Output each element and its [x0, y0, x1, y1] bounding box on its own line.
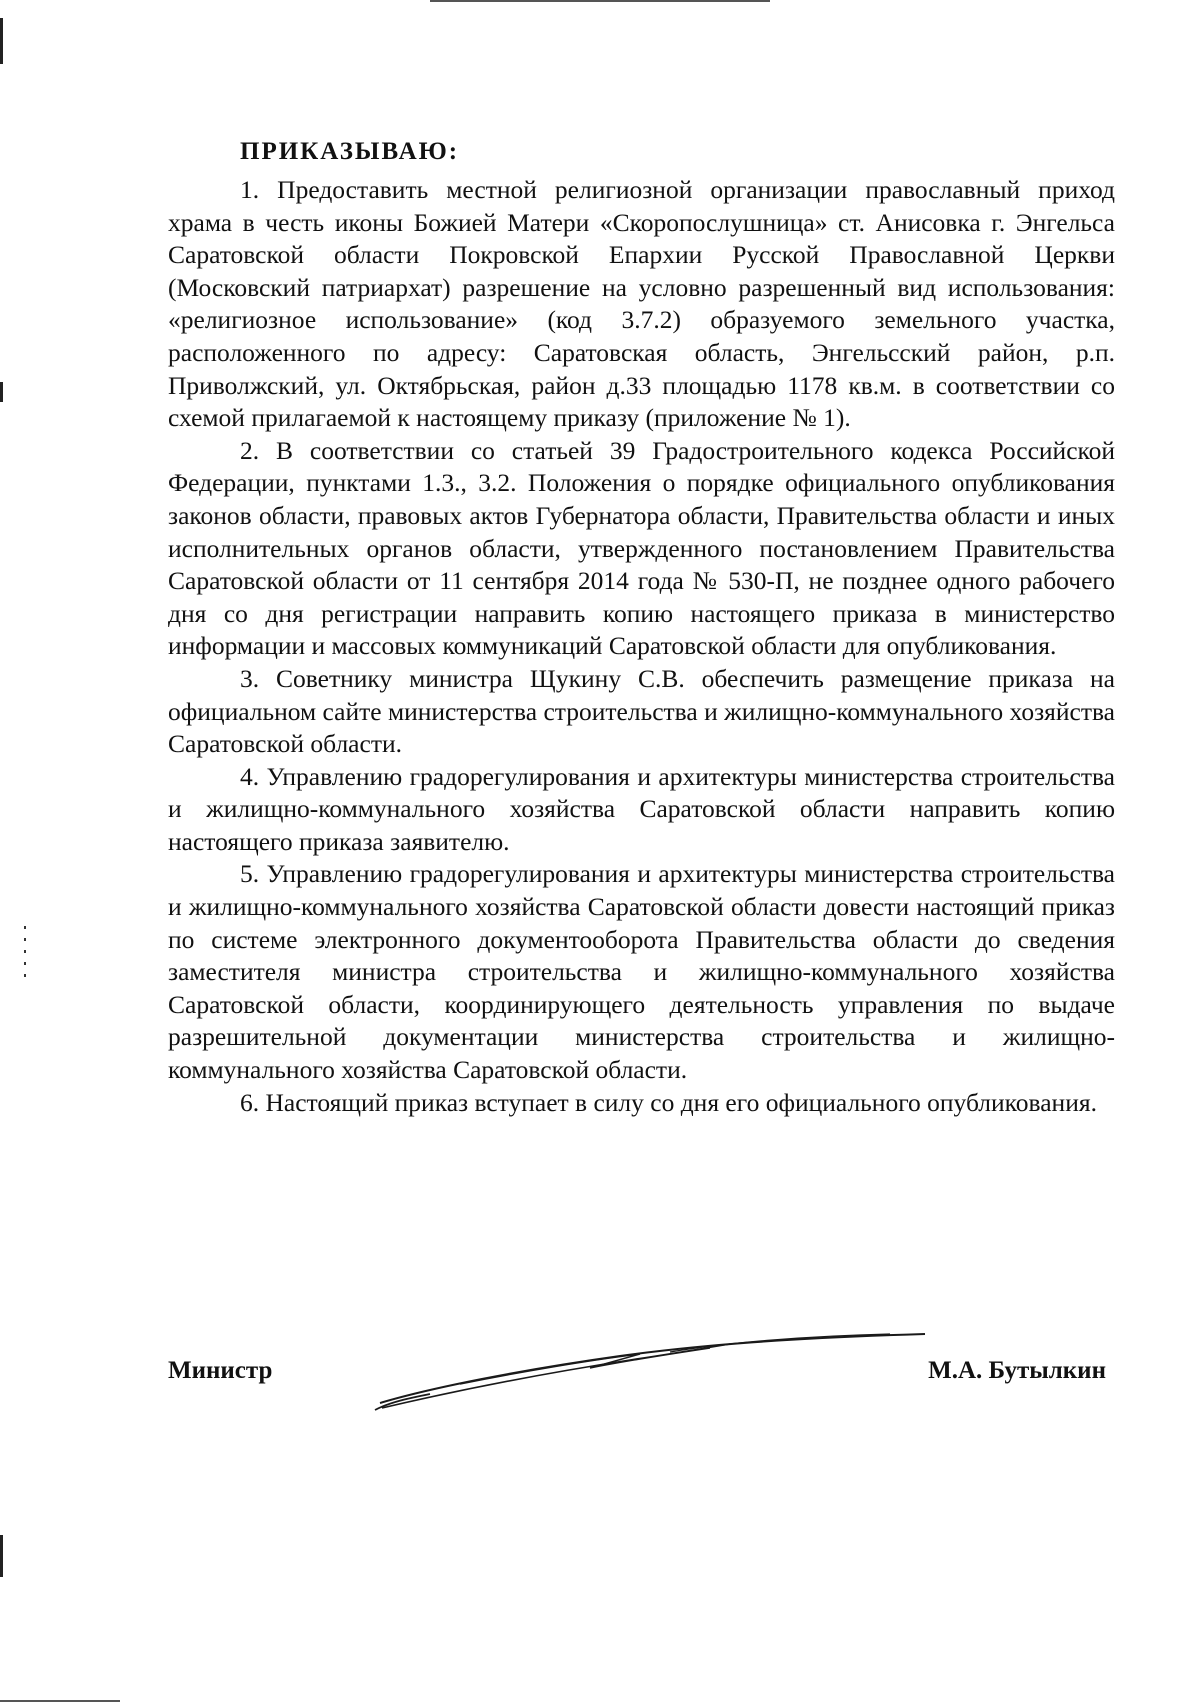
scan-mark-bottom [0, 1700, 120, 1702]
scan-mark-left-top [0, 18, 3, 64]
order-paragraph-6: 6. Настоящий приказ вступает в силу со дня его официального опубликования. [240, 1087, 1097, 1117]
order-heading: ПРИКАЗЫВАЮ: [240, 138, 460, 165]
order-paragraph-1: 1. Предоставить местной религиозной организации православный приход храма в честь иконы Божией Матери «Скоропослушница» ст. Анисовка г. Энгельса Саратовской области Покровской Епархии Русской Православной Церкви (Московский патриархат) разрешение на условно разрешенный вид использования: «религиозное использование» (код 3.7.2) образуемого земельного участка, расположенного по адресу: Саратовская область, Энгельсский район, р.п. Приволжский, ул. Октябрьская, район д.33 площадью 1178 кв.м. в соответствии со схемой прилагаемой к настоящему приказу (приложение № 1). [168, 175, 1115, 433]
scan-mark-left-bottom [0, 1535, 3, 1577]
order-paragraph-4: 4. Управлению градорегулирования и архитектуры министерства строительства и жилищно-коммунального хозяйства Саратовской области направить копию настоящего приказа заявителю. [168, 761, 1115, 856]
scan-mark-top [430, 0, 770, 2]
order-body [168, 174, 1115, 1119]
order-paragraph-5: 5. Управлению градорегулирования и архитектуры министерства строительства и жилищно-коммунального хозяйства Саратовской области довести настоящий приказ по системе электронного документооборота Правительства области до сведения заместителя министра строительства и жилищно-коммунального хозяйства Саратовской области, координирующего деятельность управления по выдаче разрешительной документации министерства строительства и жилищно-коммунального хозяйства Саратовской области. [168, 859, 1115, 1085]
handwritten-signature [370, 1318, 930, 1418]
signatory-name: М.А. Бутылкин [928, 1357, 1106, 1384]
scan-mark-left-mid [0, 382, 3, 402]
scan-mark-dots [24, 926, 26, 978]
order-paragraph-3: 3. Советнику министра Щукину С.В. обеспечить размещение приказа на официальном сайте министерства строительства и жилищно-коммунального хозяйства Саратовской области. [168, 663, 1115, 759]
signatory-title: Министр [168, 1357, 273, 1384]
order-paragraph-2: 2. В соответствии со статьей 39 Градостроительного кодекса Российской Федерации, пунктами 1.3., 3.2. Положения о порядке официального опубликования законов области, правовых актов Губернатора области, Правительства области и иных исполнительных органов области, утвержденного постановлением Правительства Саратовской области от 11 сентября 2014 года № 530-П, не позднее одного рабочего дня со дня регистрации направить копию настоящего приказа в министерство информации и массовых коммуникаций Саратовской области для опубликования. [168, 435, 1115, 661]
